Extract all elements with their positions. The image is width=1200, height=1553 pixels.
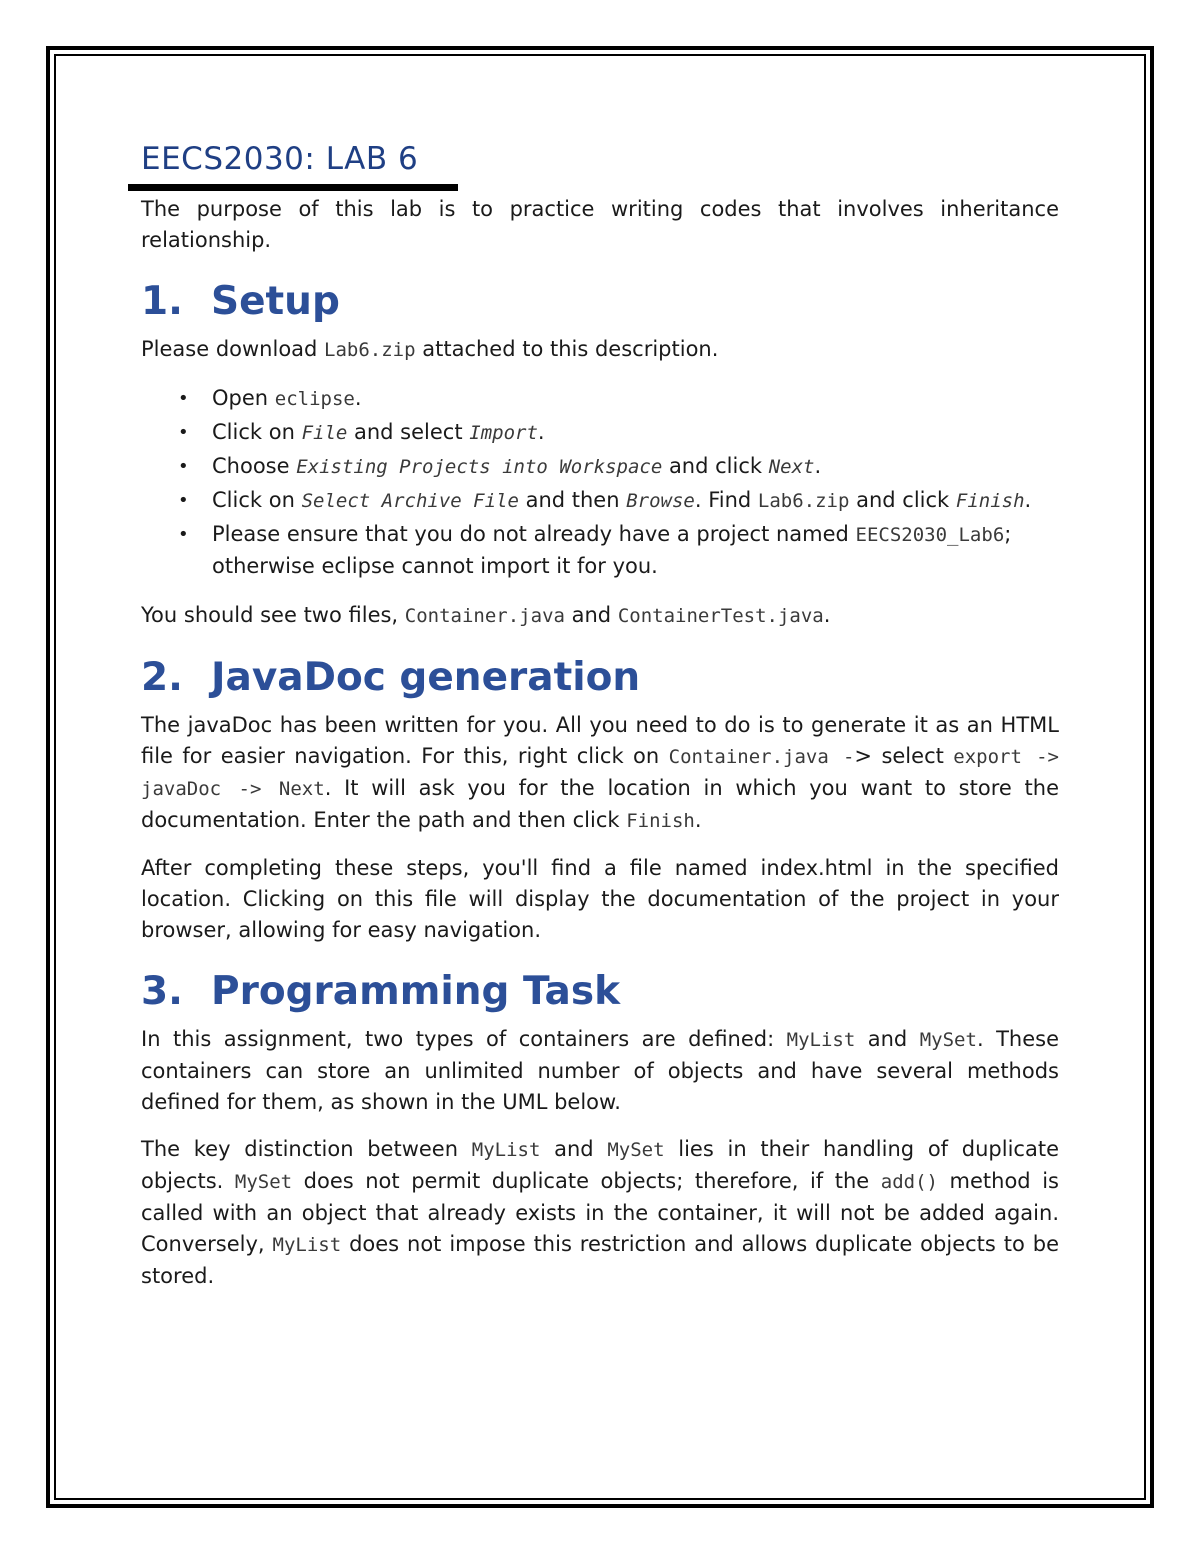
text: .: [354, 386, 362, 410]
text: does not impose this restriction and allows duplicate objects to be stored.: [141, 1232, 1059, 1288]
download-paragraph: [141, 334, 1059, 366]
task-paragraph: [141, 1024, 1059, 1118]
code-text: File: [301, 422, 348, 444]
list-item: [141, 519, 1059, 582]
files-paragraph: [141, 600, 1059, 632]
text: does not permit duplicate objects; therefore, if the: [292, 1169, 881, 1193]
document-body: [141, 138, 1059, 1292]
section-title: Setup: [211, 279, 340, 324]
bullet-icon: •: [178, 490, 189, 511]
text: The javaDoc has been written for you. All you need to do is to generate it as an HTML file for easier navigation. For this, right click on: [141, 713, 1059, 768]
section-heading-programming-task: [141, 968, 1059, 1016]
text: attached to this description.: [415, 337, 719, 361]
text: Please ensure that you do not already have a project named: [212, 522, 856, 546]
text: . These containers can store an unlimited number of objects and have several methods defined for them, as shown in the UML below.: [141, 1027, 1059, 1114]
javadoc-paragraph: [141, 710, 1059, 837]
text: and click: [849, 488, 956, 512]
code-text: Select Archive File: [301, 490, 519, 512]
spacer: [141, 584, 1059, 600]
text: You should see two files,: [141, 603, 405, 627]
text: Click on: [212, 488, 302, 512]
file-name: Container.java: [404, 605, 565, 627]
code-text: eclipse: [274, 388, 355, 410]
text: and: [540, 1137, 608, 1161]
text: In this assignment, two types of containers are defined:: [141, 1027, 787, 1051]
text: and then: [518, 488, 627, 512]
section-number: 2.: [141, 655, 183, 700]
text: . Find: [694, 488, 758, 512]
code-text: MySet: [234, 1171, 293, 1193]
code-text: Finish: [955, 490, 1025, 512]
bullet-icon: •: [178, 456, 189, 477]
code-text: export -> javaDoc -> Next: [141, 746, 1059, 800]
text: Open: [212, 386, 275, 410]
title-block: [141, 138, 1059, 194]
section-title: JavaDoc generation: [211, 655, 641, 700]
text: and: [564, 603, 618, 627]
code-text: add(): [880, 1171, 938, 1193]
intro-paragraph: The purpose of this lab is to practice writing codes that involves inheritance relationship.: [141, 197, 1059, 252]
text: .: [814, 454, 822, 478]
text: > select: [854, 744, 954, 768]
list-item: [141, 417, 1059, 449]
text: Choose: [212, 454, 297, 478]
text: and: [855, 1027, 920, 1051]
distinction-paragraph: [141, 1134, 1059, 1292]
code-text: MySet: [607, 1139, 665, 1161]
code-text: Existing Projects into Workspace: [296, 456, 663, 478]
list-item: [141, 485, 1059, 517]
text: Click on: [212, 420, 302, 444]
section-number: 3.: [141, 969, 183, 1014]
code-text: Container.java -: [668, 746, 855, 768]
text: .: [823, 603, 831, 627]
bullet-icon: •: [178, 388, 189, 409]
text: Please download: [141, 337, 325, 361]
section-heading-javadoc: [141, 654, 1059, 702]
bullet-icon: •: [178, 524, 189, 545]
code-text: MySet: [919, 1029, 977, 1051]
setup-steps-list: [141, 383, 1059, 582]
list-item: [141, 451, 1059, 483]
text: . It will ask you for the location in which you want to store the documentation. Enter the path and then click: [141, 776, 1059, 832]
spacer: [141, 1118, 1059, 1134]
title-underline: [128, 184, 458, 191]
code-text: Lab6.zip: [757, 490, 850, 512]
code-text: EECS2030_Lab6: [855, 524, 1005, 546]
text: and click: [662, 454, 769, 478]
code-text: MyList: [471, 1139, 541, 1161]
list-item: [141, 383, 1059, 415]
text: lies in their handling of duplicate objects.: [141, 1137, 1059, 1193]
javadoc-result-paragraph: After completing these steps, you'll find a file named index.html in the specified location. Clicking on this file will display the documentation of the project in your browser, allowing for easy navigation.: [141, 856, 1059, 942]
text: .: [1024, 488, 1032, 512]
section-title: Programming Task: [211, 969, 621, 1014]
text: The key distinction between: [141, 1137, 472, 1161]
code-text: Finish: [626, 810, 695, 832]
text: ; otherwise eclipse cannot import it for you.: [212, 522, 1012, 578]
code-text: Import: [469, 422, 538, 444]
bullet-icon: •: [178, 422, 189, 443]
code-text: MyList: [786, 1029, 856, 1051]
file-name: Lab6.zip: [324, 339, 416, 361]
code-text: Browse: [626, 490, 695, 512]
code-text: Next: [768, 456, 815, 478]
text: method is called with an object that already exists in the container, it will not be added again. Conversely,: [141, 1169, 1059, 1256]
spacer: [141, 837, 1059, 853]
text: and select: [347, 420, 470, 444]
code-text: MyList: [272, 1234, 342, 1256]
page-title: EECS2030: LAB 6: [141, 141, 419, 177]
text: .: [537, 420, 545, 444]
file-name: ContainerTest.java: [617, 605, 824, 627]
text: .: [694, 808, 702, 832]
section-number: 1.: [141, 279, 183, 324]
section-heading-setup: [141, 278, 1059, 326]
